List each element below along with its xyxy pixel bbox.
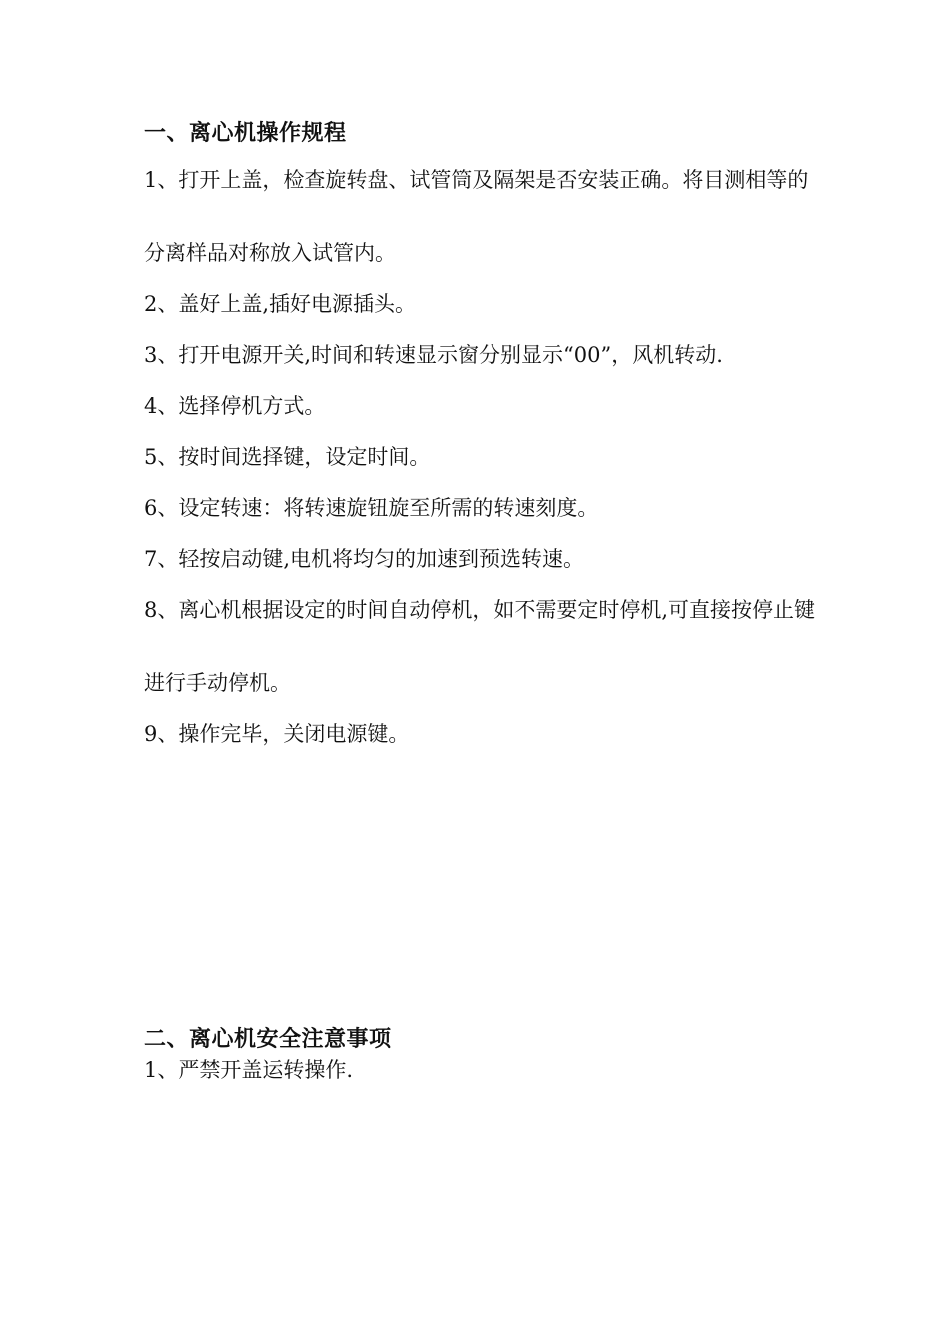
section-heading: 二、离心机安全注意事项 — [144, 1026, 392, 1052]
procedure-step-3: 3、打开电源开关,时间和转速显示窗分别显示“00”，风机转动. — [144, 343, 723, 367]
procedure-step-7: 7、轻按启动键,电机将均匀的加速到预选转速。 — [144, 547, 585, 571]
procedure-step-8: 8、离心机根据设定的时间自动停机，如不需要定时停机,可直接按停止键进行手动停机。 — [144, 598, 816, 695]
section-operating-procedure — [144, 118, 824, 771]
procedure-step-6: 6、设定转速：将转速旋钮旋至所需的转速刻度。 — [144, 496, 599, 520]
procedure-step-5: 5、按时间选择键，设定时间。 — [144, 445, 431, 469]
safety-note-1: 1、严禁开盖运转操作. — [144, 1058, 354, 1082]
section-safety-notes — [144, 1024, 824, 1090]
procedure-step-9: 9、操作完毕，关闭电源键。 — [144, 722, 410, 746]
procedure-step-1: 1、打开上盖，检查旋转盘、试管筒及隔架是否安装正确。将目测相等的分离样品对称放入试管内。 — [144, 168, 809, 265]
section-heading: 一、离心机操作规程 — [144, 120, 347, 146]
procedure-step-2: 2、盖好上盖,插好电源插头。 — [144, 292, 417, 316]
procedure-step-4: 4、选择停机方式。 — [144, 394, 326, 418]
